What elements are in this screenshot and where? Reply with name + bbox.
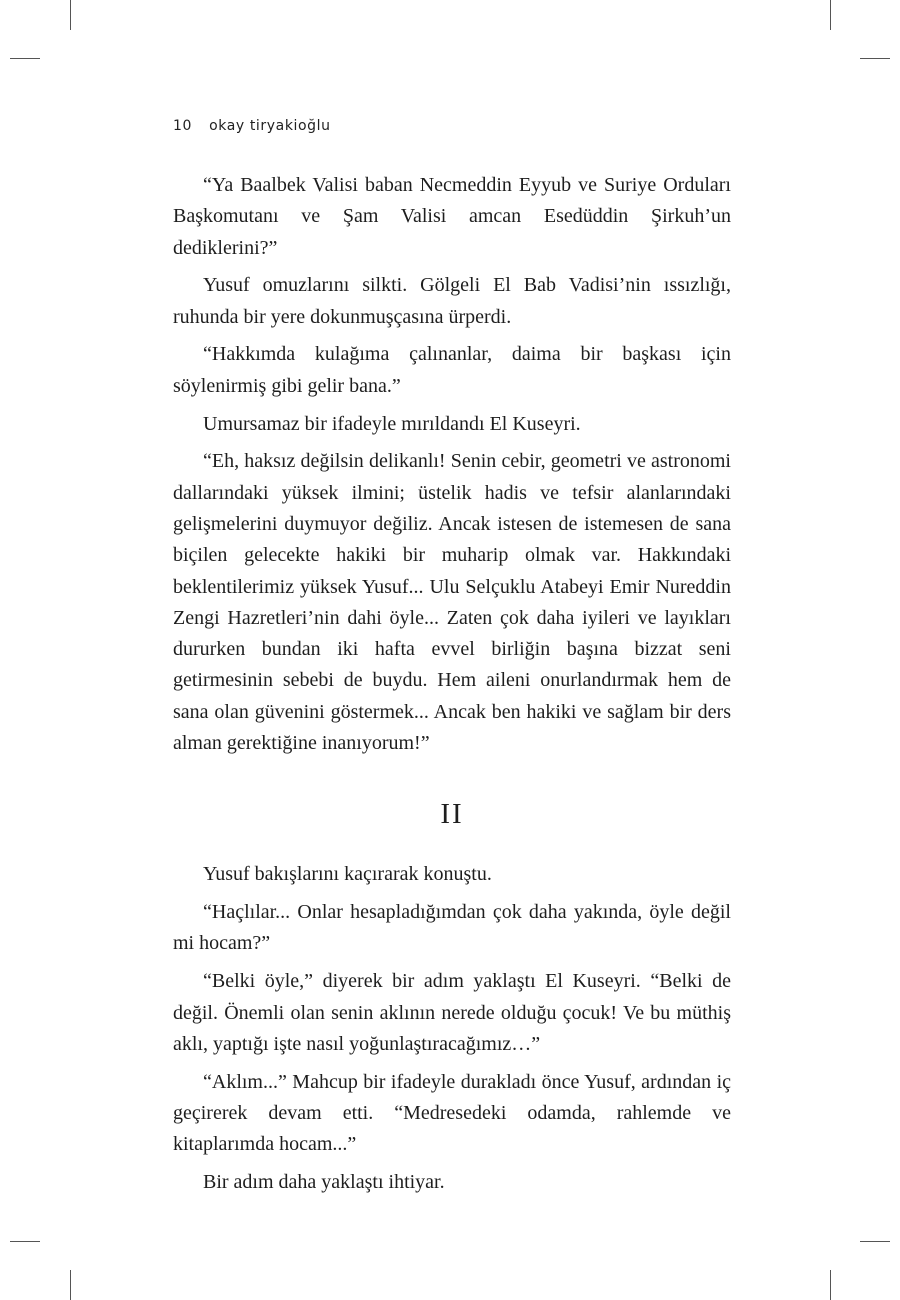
paragraph: “Hakkımda kulağıma çalınanlar, daima bir başkası için söylenirmiş gibi gelir bana.” — [173, 343, 731, 397]
running-header — [173, 118, 331, 134]
paragraph: “Haçlılar... Onlar hesapladığımdan çok daha yakında, öyle değil mi hocam?” — [173, 901, 731, 955]
paragraph: Umursamaz bir ifadeyle mırıldandı El Kuseyri. — [203, 412, 581, 435]
paragraph: “Ya Baalbek Valisi baban Necmeddin Eyyub ve Suriye Orduları Başkomutanı ve Şam Valisi amcan Esedüddin Şirkuh’un dediklerini?” — [173, 174, 731, 259]
crop-mark — [830, 0, 831, 30]
running-title: okay tiryakioğlu — [209, 118, 331, 134]
crop-mark — [10, 1241, 40, 1242]
paragraph: “Eh, haksız değilsin delikanlı! Senin cebir, geometri ve astronomi dallarındaki yüksek ilmini; üstelik hadis ve tefsir alanlarındaki gelişmelerini duymuyor değiliz. Ancak istesen de istemesen de sana biçilen gelecekte hakiki bir muharip olmak var. Hakkındaki beklentilerimiz yüksek Yusuf... Ulu Selçuklu Atabeyi Emir Nureddin Zengi Hazretleri’nin dahi öyle... Zaten çok daha iyileri ve layıkları dururken bundan iki hafta evvel birliğin başına bizzat seni getirmesinin sebebi de buydu. Hem aileni onurlandırmak hem de sana olan güvenini göstermek... Ancak ben hakiki ve sağlam bir ders alman gerektiğine inanıyorum!” — [173, 450, 731, 755]
crop-mark — [860, 1241, 890, 1242]
paragraph: Bir adım daha yaklaştı ihtiyar. — [203, 1171, 445, 1194]
crop-mark — [70, 0, 71, 30]
page-number: 10 — [173, 118, 193, 134]
crop-mark — [830, 1270, 831, 1300]
paragraph: “Belki öyle,” diyerek bir adım yaklaştı El Kuseyri. “Belki de değil. Önemli olan senin aklının nerede olduğu çocuk! Ve bu müthiş aklı, yaptığı işte nasıl yoğunlaştıracağımız…” — [173, 970, 731, 1055]
paragraph: Yusuf bakışlarını kaçırarak konuştu. — [203, 863, 492, 886]
paragraph: “Aklım...” Mahcup bir ifadeyle durakladı önce Yusuf, ardından iç geçirerek devam etti. “Medresedeki odamda, rahlemde ve kitaplarımda hocam...” — [173, 1070, 731, 1156]
paragraph: Yusuf omuzlarını silkti. Gölgeli El Bab Vadisi’nin ıssızlığı, ruhunda bir yere dokunmuşçasına ürperdi. — [173, 274, 731, 328]
body-text — [173, 170, 731, 1205]
crop-mark — [10, 58, 40, 59]
chapter-heading: II — [440, 798, 464, 831]
crop-mark — [860, 58, 890, 59]
crop-mark — [70, 1270, 71, 1300]
